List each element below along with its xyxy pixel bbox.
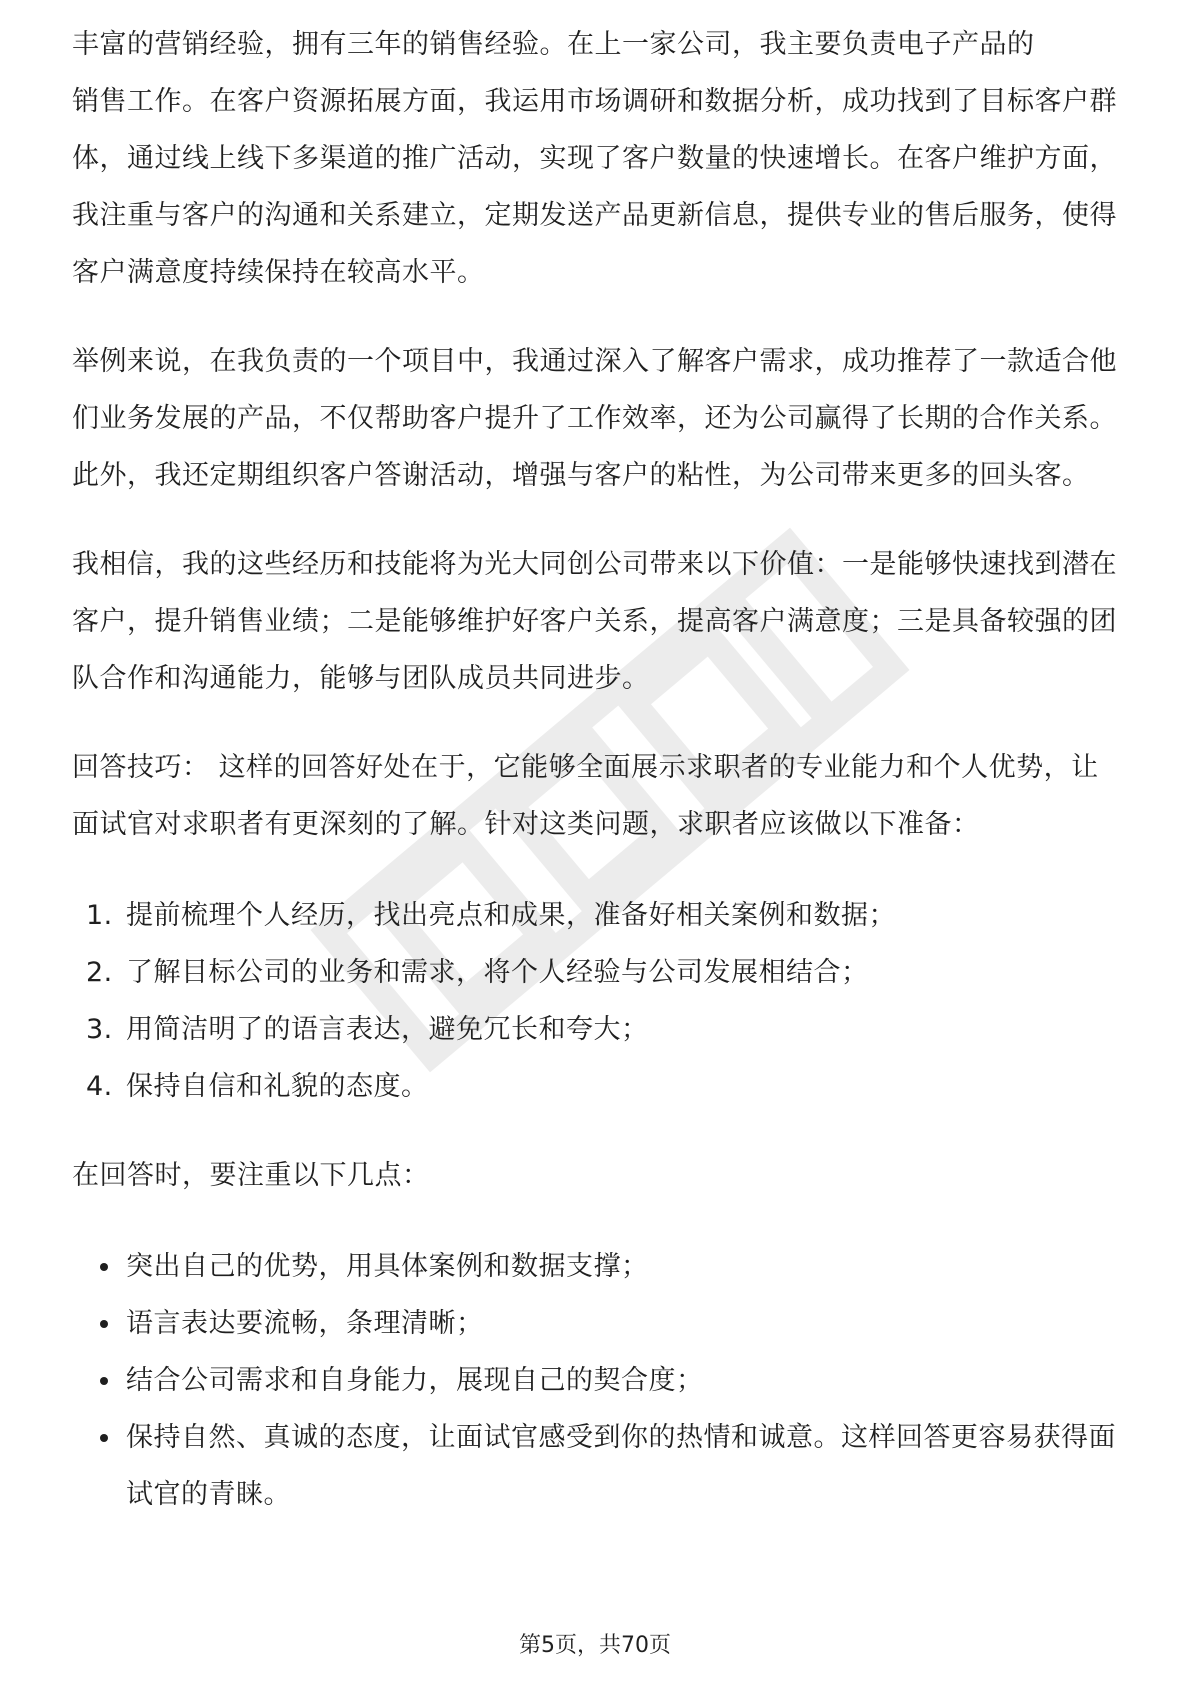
list-item-text: 提前梳理个人经历，找出亮点和成果，准备好相关案例和数据； [126,900,896,931]
paragraph-value: 我相信，我的这些经历和技能将为光大同创公司带来以下价值：一是能够快速找到潜在客户，提升销售业绩；二是能够维护好客户关系，提高客户满意度；三是具备较强的团队合作和沟通能力，能够与团队成员共同进步。 [72,549,1117,694]
bullet-dot-icon [100,1377,108,1385]
bullet-item-text: 突出自己的优势，用具体案例和数据支撑； [126,1251,649,1282]
list-item [72,1058,1118,1115]
paragraph-partial-top: 丰富的营销经验，拥有三年的销售经验。在上一家公司，我主要负责电子产品的 [72,29,1035,60]
bullet-item-text: 语言表达要流畅，条理清晰； [126,1308,484,1339]
list-item-text: 用简洁明了的语言表达，避免冗长和夸大； [126,1014,649,1045]
bullet-item [72,1352,1118,1409]
bullet-item [72,1409,1118,1523]
paragraph-example: 举例来说，在我负责的一个项目中，我通过深入了解客户需求，成功推荐了一款适合他们业务发展的产品，不仅帮助客户提升了工作效率，还为公司赢得了长期的合作关系。此外，我还定期组织客户答谢活动，增强与客户的粘性，为公司带来更多的回头客。 [72,346,1117,491]
bullet-item-text: 保持自然、真诚的态度，让面试官感受到你的热情和诚意。这样回答更容易获得面试官的青睐。 [126,1422,1116,1510]
numbered-list [72,887,1118,1115]
paragraph-sales-experience: 销售工作。在客户资源拓展方面，我运用市场调研和数据分析，成功找到了目标客户群体，通过线上线下多渠道的推广活动，实现了客户数量的快速增长。在客户维护方面，我注重与客户的沟通和关系建立，定期发送产品更新信息，提供专业的售后服务，使得客户满意度持续保持在较高水平。 [72,86,1117,288]
bullet-item-text: 结合公司需求和自身能力，展现自己的契合度； [126,1365,704,1396]
bullet-dot-icon [100,1434,108,1442]
document-page [72,30,1118,1523]
list-number: 2. [86,957,113,988]
list-item [72,1001,1118,1058]
paragraph-attention-points: 在回答时，要注重以下几点： [72,1160,430,1191]
list-item-text: 了解目标公司的业务和需求，将个人经验与公司发展相结合； [126,957,869,988]
list-item [72,887,1118,944]
list-number: 3. [86,1014,113,1045]
bullet-item [72,1295,1118,1352]
bullet-dot-icon [100,1320,108,1328]
bullet-dot-icon [100,1263,108,1271]
list-item-text: 保持自信和礼貌的态度。 [126,1071,429,1102]
page-footer: 第5页，共70页 [519,1633,671,1658]
list-number: 1. [86,900,113,931]
paragraph-answer-tips: 回答技巧： 这样的回答好处在于，它能够全面展示求职者的专业能力和个人优势，让面试官对求职者有更深刻的了解。针对这类问题，求职者应该做以下准备： [72,752,1099,840]
list-item [72,944,1118,1001]
bullet-item [72,1238,1118,1295]
bullet-list [72,1238,1118,1523]
list-number: 4. [86,1071,113,1102]
